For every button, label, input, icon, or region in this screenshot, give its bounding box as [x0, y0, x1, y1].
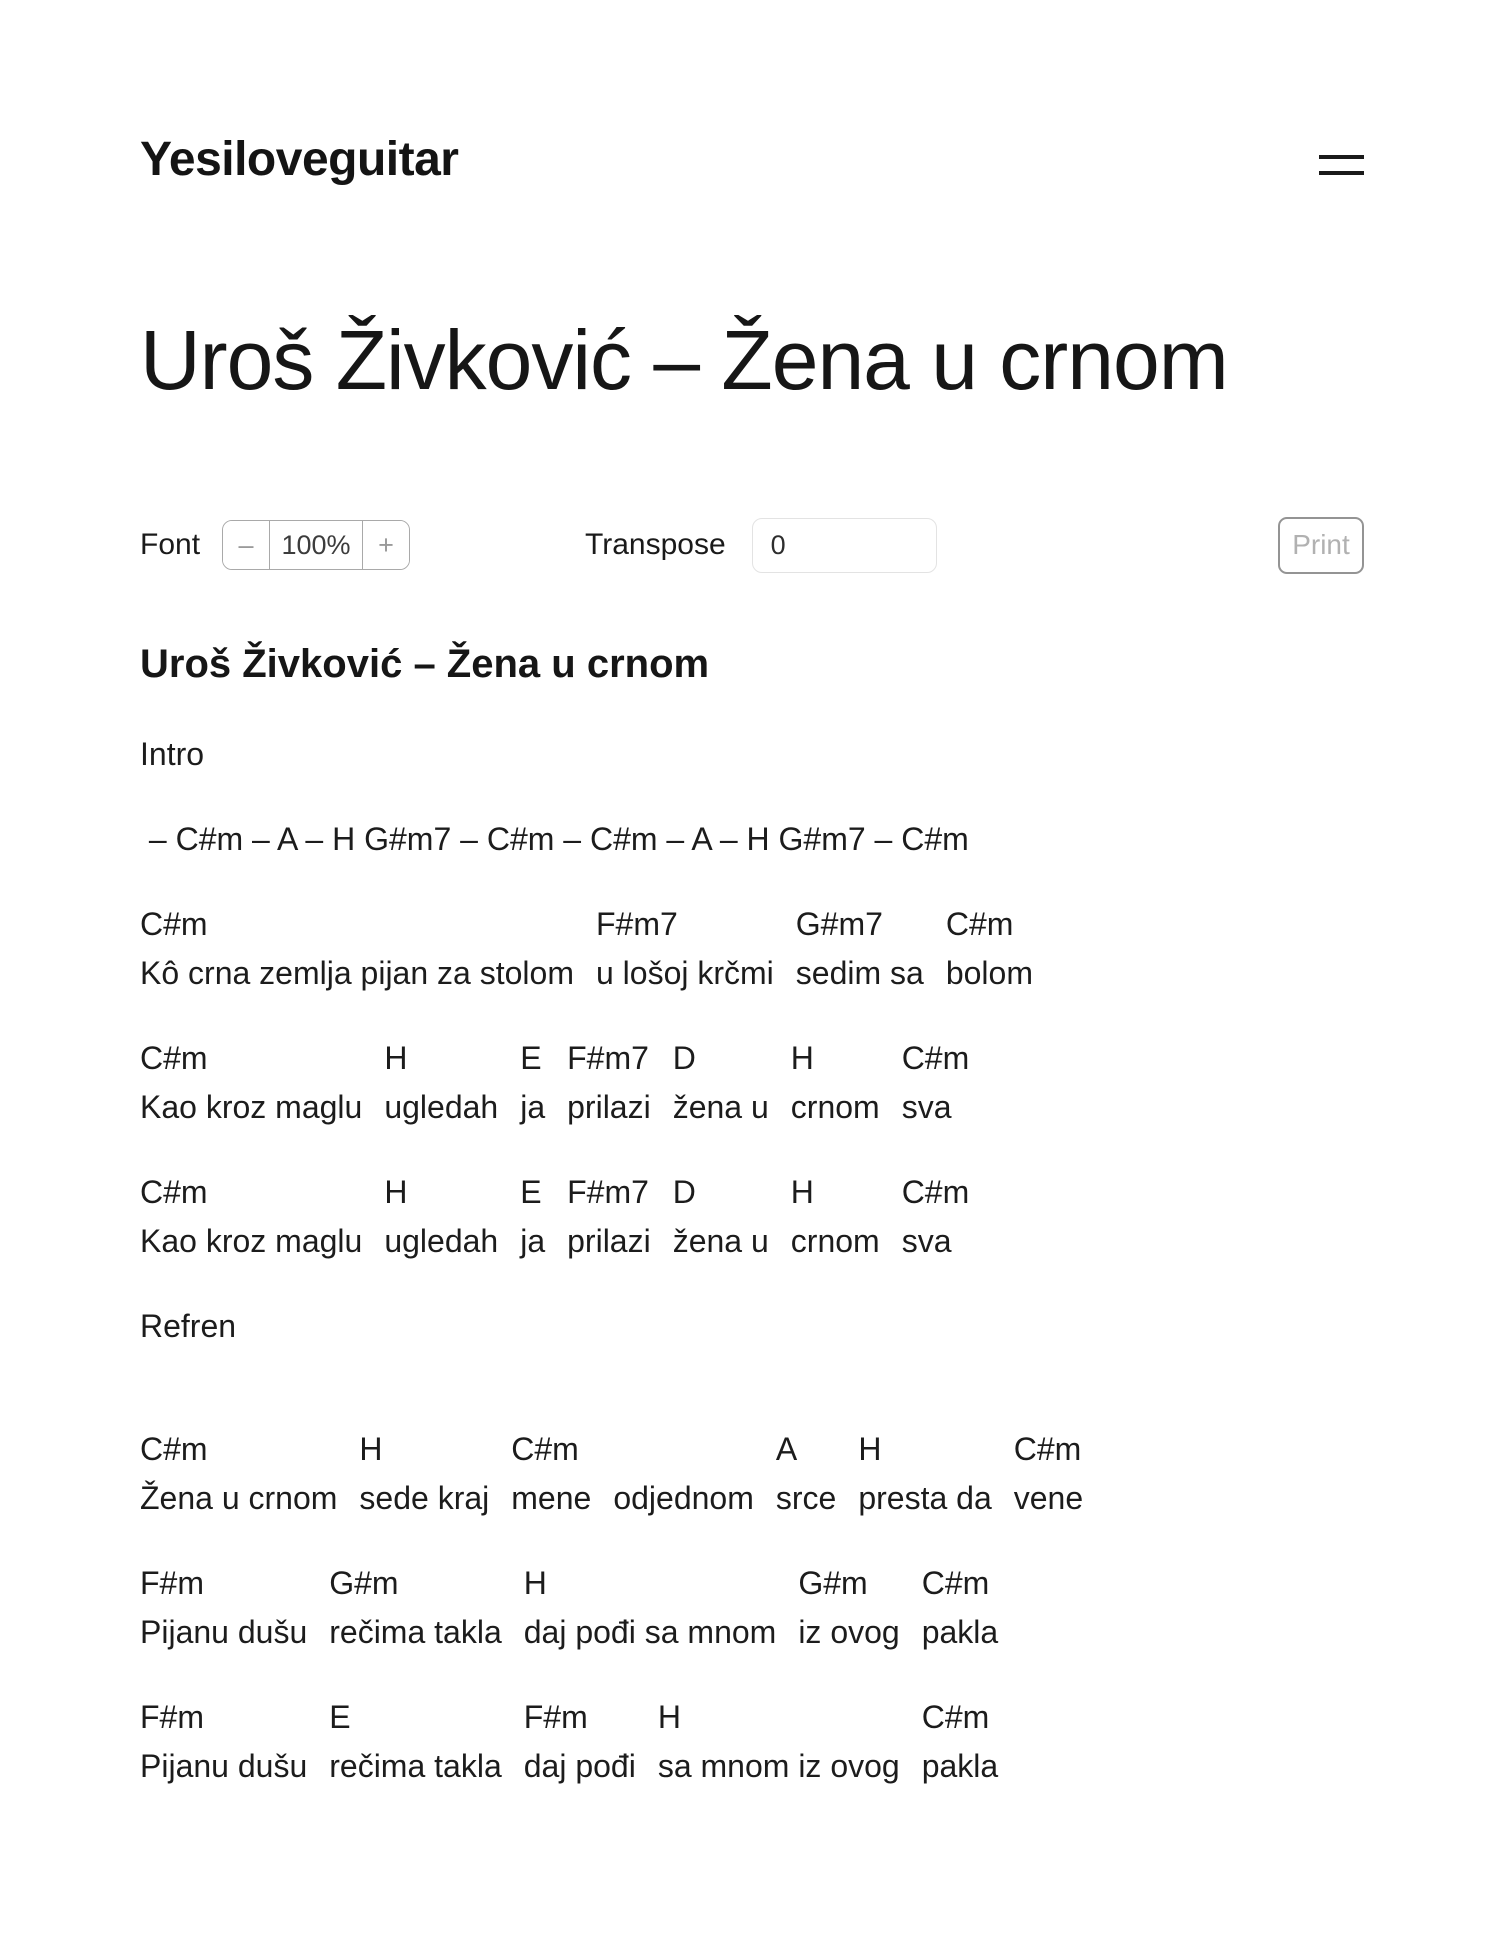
chord-lyric-line: [140, 1693, 1364, 1791]
chord: H: [359, 1430, 383, 1467]
lyric: sva: [901, 1088, 952, 1125]
lyric: mene: [511, 1479, 592, 1516]
lyric: bolom: [945, 954, 1033, 991]
chord-lyric-segment: [796, 900, 924, 998]
lyric: rečima takla: [329, 1747, 502, 1784]
lyric: u lošoj krčmi: [595, 954, 774, 991]
header: [140, 0, 1364, 184]
chord-lyric-segment: [520, 1034, 545, 1132]
lyric: daj pođi sa mnom: [523, 1613, 777, 1650]
lyric: ugledah: [384, 1222, 499, 1259]
lyric: crnom: [790, 1088, 880, 1125]
lyric: odjednom: [613, 1479, 754, 1516]
lyric: rečima takla: [329, 1613, 502, 1650]
lyric: daj pođi: [523, 1747, 636, 1784]
transpose-label: Transpose: [585, 528, 726, 562]
chord: F#m: [523, 1698, 588, 1735]
chord: F#m7: [595, 905, 678, 942]
chord-lyric-segment: [511, 1425, 591, 1523]
lyric: sva: [901, 1222, 952, 1259]
chord: H: [657, 1698, 681, 1735]
chord-lyric-segment: [140, 1693, 307, 1791]
chord-lyric-segment: [798, 1559, 899, 1657]
chord: F#m7: [567, 1039, 649, 1076]
chord-lyric-segment: [140, 900, 574, 998]
chord: E: [520, 1173, 542, 1210]
chord: E: [329, 1698, 351, 1735]
lyric: prilazi: [567, 1088, 651, 1125]
font-decrease-button[interactable]: –: [223, 521, 269, 569]
lyric: Kao kroz maglu: [140, 1222, 363, 1259]
chord: C#m: [921, 1698, 990, 1735]
chord: D: [672, 1173, 696, 1210]
chord: F#m7: [567, 1173, 649, 1210]
chord: C#m: [140, 1430, 208, 1467]
chord-lyric-segment: [359, 1425, 489, 1523]
chord-lyric-segment: [858, 1425, 991, 1523]
chord: H: [384, 1039, 408, 1076]
song-body: [140, 730, 1364, 1791]
chord-lyric-segment: [922, 1693, 999, 1791]
chord: H: [790, 1039, 814, 1076]
chord-lyric-segment: [384, 1168, 498, 1266]
chord: C#m: [1013, 1430, 1082, 1467]
lyric: vene: [1013, 1479, 1084, 1516]
chord: [613, 1425, 622, 1474]
controls-bar: [140, 517, 1364, 574]
chord: F#m: [140, 1698, 204, 1735]
chord-lyric-segment: [791, 1168, 880, 1266]
chord-lyric-line: [140, 900, 1364, 998]
lyric: Žena u crnom: [140, 1479, 338, 1516]
font-size-stepper: [222, 520, 410, 570]
song-title: Uroš Živković – Žena u crnom: [140, 641, 710, 686]
chord-lyric-line: [140, 1559, 1364, 1657]
chord: D: [672, 1039, 696, 1076]
chord-lyric-segment: [673, 1168, 769, 1266]
lyric: žena u: [672, 1222, 769, 1259]
font-label: Font: [140, 528, 201, 562]
chord-lyric-segment: [902, 1168, 970, 1266]
chord: C#m: [511, 1430, 579, 1467]
lyric: iz ovog: [798, 1613, 900, 1650]
chord-lyric-segment: [922, 1559, 999, 1657]
chord-lyric-segment: [658, 1693, 900, 1791]
lyric: ja: [520, 1088, 546, 1125]
chord-lyric-segment: [613, 1425, 754, 1523]
chord: C#m: [901, 1039, 970, 1076]
chord: G#m7: [795, 905, 883, 942]
chord-lyric-segment: [140, 1034, 362, 1132]
chord-lyric-segment: [524, 1559, 777, 1657]
chord-lyric-segment: [384, 1034, 498, 1132]
chord-lyric-segment: [567, 1168, 651, 1266]
lyric: prilazi: [567, 1222, 651, 1259]
chord-lyric-line: [140, 1425, 1364, 1523]
transpose-input[interactable]: [752, 518, 937, 573]
page-title: Uroš Živković – Žena u crnom: [140, 313, 1228, 407]
chord: H: [858, 1430, 882, 1467]
lyric: Kao kroz maglu: [140, 1088, 363, 1125]
chord-lyric-segment: [329, 1559, 502, 1657]
chord-lyric-segment: [776, 1425, 836, 1523]
site-logo[interactable]: Yesiloveguitar: [140, 133, 459, 186]
chord-lyric-segment: [673, 1034, 769, 1132]
chord: E: [520, 1039, 542, 1076]
spacer: [140, 1387, 1364, 1425]
lyric: Pijanu dušu: [140, 1747, 308, 1784]
menu-button[interactable]: [1319, 155, 1364, 175]
lyric: sa mnom iz ovog: [657, 1747, 900, 1784]
lyric: ja: [520, 1222, 546, 1259]
chord: C#m: [140, 1173, 208, 1210]
chord: C#m: [140, 1039, 208, 1076]
chord-lyric-segment: [567, 1034, 651, 1132]
chord: C#m: [901, 1173, 970, 1210]
chords-line: – C#m – A – H G#m7 – C#m – C#m – A – H G#m7 – C#m: [140, 820, 969, 857]
chord: H: [523, 1564, 547, 1601]
chord: H: [384, 1173, 408, 1210]
lyric: ugledah: [384, 1088, 499, 1125]
chord-lyric-segment: [140, 1559, 307, 1657]
chord-lyric-line: [140, 1034, 1364, 1132]
lyric: pakla: [921, 1613, 999, 1650]
chord-lyric-segment: [946, 900, 1033, 998]
print-button[interactable]: Print: [1278, 517, 1364, 574]
lyric: sede kraj: [359, 1479, 490, 1516]
chord: G#m: [798, 1564, 868, 1601]
lyric: Kô crna zemlja pijan za stolom: [140, 954, 574, 991]
chord: A: [775, 1430, 798, 1467]
chord-lyric-segment: [140, 1425, 337, 1523]
font-size-value: 100%: [269, 521, 363, 569]
chord: H: [790, 1173, 814, 1210]
lyric: sedim sa: [795, 954, 924, 991]
chord-lyric-segment: [791, 1034, 880, 1132]
lyric: presta da: [858, 1479, 992, 1516]
chord: G#m: [329, 1564, 399, 1601]
chord-lyric-segment: [596, 900, 774, 998]
section-label: Refren: [140, 1307, 237, 1344]
font-increase-button[interactable]: +: [363, 521, 409, 569]
chord: C#m: [921, 1564, 990, 1601]
lyric: srce: [775, 1479, 837, 1516]
chord: C#m: [945, 905, 1014, 942]
transpose-control: [585, 518, 937, 573]
hamburger-icon: [1319, 155, 1364, 175]
chord: F#m: [140, 1564, 204, 1601]
lyric: Pijanu dušu: [140, 1613, 308, 1650]
chord: C#m: [140, 905, 208, 942]
lyric: žena u: [672, 1088, 769, 1125]
chord-lyric-segment: [140, 1168, 362, 1266]
chord-lyric-line: [140, 1168, 1364, 1266]
lyric: pakla: [921, 1747, 999, 1784]
chord-lyric-segment: [524, 1693, 636, 1791]
chord-lyric-segment: [520, 1168, 545, 1266]
chord-lyric-segment: [902, 1034, 970, 1132]
chord-lyric-segment: [329, 1693, 502, 1791]
lyric: crnom: [790, 1222, 880, 1259]
section-label: Intro: [140, 735, 205, 772]
chord-lyric-segment: [1014, 1425, 1083, 1523]
font-size-control: [140, 520, 410, 570]
